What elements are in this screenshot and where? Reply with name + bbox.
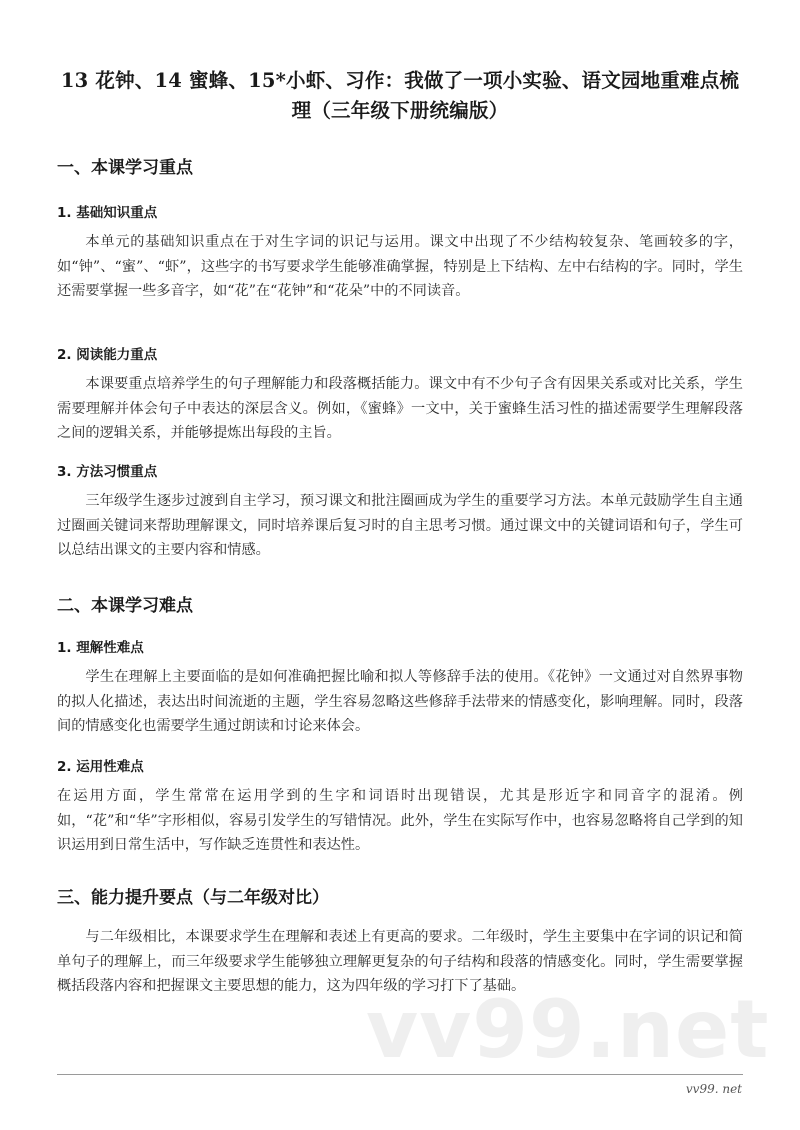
section-heading-difficulties: 二、本课学习难点 bbox=[57, 596, 193, 616]
subsection-heading-study-habits: 3. 方法习惯重点 bbox=[57, 464, 158, 480]
section-heading-ability-improvement: 三、能力提升要点（与二年级对比） bbox=[57, 888, 329, 908]
subsection-heading-basic-knowledge: 1. 基础知识重点 bbox=[57, 205, 158, 221]
subsection-heading-reading-ability: 2. 阅读能力重点 bbox=[57, 347, 158, 363]
footer-divider bbox=[57, 1074, 743, 1075]
paragraph-basic-knowledge: 本单元的基础知识重点在于对生字词的识记与运用。课文中出现了不少结构较复杂、笔画较多的字，如“钟”、“蜜”、“虾”，这些字的书写要求学生能够准确掌握，特别是上下结构、左中右结构的字。同时，学生还需要掌握一些多音字，如“花”在“花钟”和“花朵”中的不同读音。 bbox=[57, 234, 743, 299]
subsection-heading-application-difficulty: 2. 运用性难点 bbox=[57, 759, 144, 775]
paragraph-comprehension-difficulty: 学生在理解上主要面临的是如何准确把握比喻和拟人等修辞手法的使用。《花钟》一文通过对自然界事物的拟人化描述，表达出时间流逝的主题，学生容易忽略这些修辞手法带来的情感变化，影响理解。同时，段落间的情感变化也需要学生通过朗读和讨论来体会。 bbox=[57, 669, 743, 734]
document-title: 13 花钟、14 蜜蜂、15*小虾、习作：我做了一项小实验、语文园地重难点梳理（三年级下册统编版） bbox=[60, 69, 740, 122]
subsection-heading-comprehension-difficulty: 1. 理解性难点 bbox=[57, 640, 144, 656]
paragraph-reading-ability: 本课要重点培养学生的句子理解能力和段落概括能力。课文中有不少句子含有因果关系或对比关系，学生需要理解并体会句子中表达的深层含义。例如，《蜜蜂》一文中，关于蜜蜂生活习性的描述需要学生理解段落之间的逻辑关系，并能够提炼出每段的主旨。 bbox=[57, 376, 743, 441]
footer-site-label: vv99. net bbox=[685, 1082, 742, 1096]
paragraph-application-difficulty: 在运用方面，学生常常在运用学到的生字和词语时出现错误，尤其是形近字和同音字的混淆。例如，“花”和“华”字形相似，容易引发学生的写错情况。此外，学生在实际写作中，也容易忽略将自己学到的知识运用到日常生活中，写作缺乏连贯性和表达性。 bbox=[57, 788, 743, 853]
section-heading-key-points: 一、本课学习重点 bbox=[57, 158, 193, 178]
paragraph-ability-improvement: 与二年级相比，本课要求学生在理解和表述上有更高的要求。二年级时，学生主要集中在字词的识记和简单句子的理解上，而三年级要求学生能够独立理解更复杂的句子结构和段落的情感变化。同时，学生需要掌握概括段落内容和把握课文主要思想的能力，这为四年级的学习打下了基础。 bbox=[57, 929, 743, 994]
paragraph-study-habits: 三年级学生逐步过渡到自主学习，预习课文和批注圈画成为学生的重要学习方法。本单元鼓励学生自主通过圈画关键词来帮助理解课文，同时培养课后复习时的自主思考习惯。通过课文中的关键词语和句子，学生可以总结出课文的主要内容和情感。 bbox=[57, 493, 743, 558]
watermark: vv99.net bbox=[366, 983, 770, 1076]
